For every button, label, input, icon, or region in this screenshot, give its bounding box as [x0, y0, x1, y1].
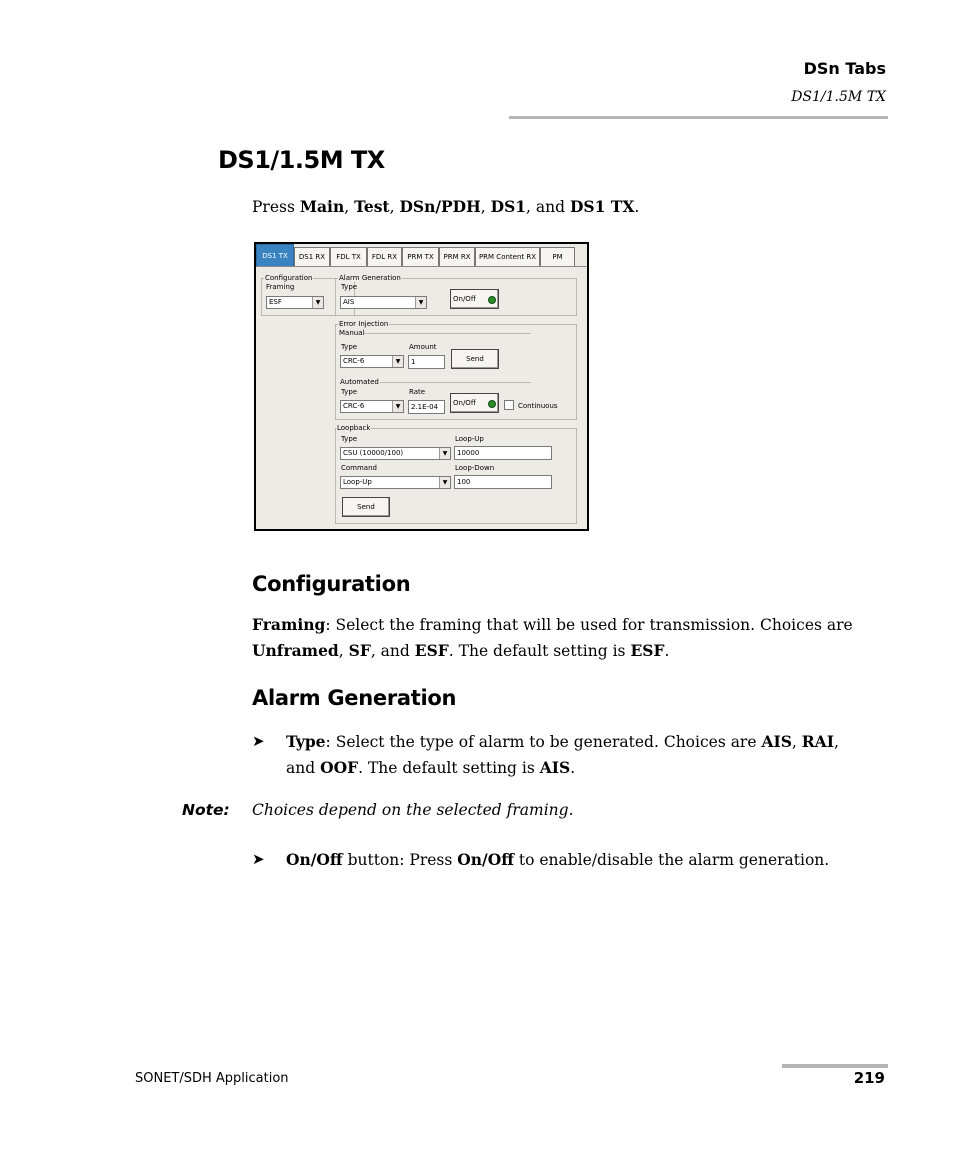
alarm-type-bullet-text: Type: Select the type of alarm to be generated. Choices are AIS, RAI, and OOF. The default setting is AIS. — [286, 732, 839, 777]
loopback-send-button[interactable]: Send — [342, 497, 390, 517]
tab-bar — [256, 244, 587, 267]
auto-type-select[interactable] — [340, 400, 404, 413]
amount-label: Amount — [409, 343, 437, 351]
automated-label: Automated — [340, 378, 379, 386]
auto-type-value: CRC-6 — [343, 402, 365, 410]
chevron-down-icon: ▼ — [439, 477, 450, 488]
tab-ds1-rx[interactable]: DS1 RX — [294, 247, 330, 266]
continuous-label: Continuous — [518, 402, 558, 410]
alarm-generation-group-label: Alarm Generation — [339, 274, 401, 282]
command-select[interactable] — [340, 476, 451, 489]
framing-value: ESF — [269, 298, 282, 306]
configuration-group-label: Configuration — [265, 274, 313, 282]
note-text: Choices depend on the selected framing. — [252, 801, 574, 819]
onoff-bullet-text: On/Off button: Press On/Off to enable/disable the alarm generation. — [286, 850, 830, 869]
running-header-section: DSn Tabs — [803, 59, 886, 78]
alarm-type-label: Type — [341, 283, 358, 291]
error-injection-group-label: Error Injection — [339, 320, 389, 328]
auto-type-label: Type — [341, 388, 358, 396]
tab-prm-rx[interactable]: PRM RX — [439, 247, 475, 266]
manual-type-value: CRC-6 — [343, 357, 365, 365]
loopup-label: Loop-Up — [455, 435, 484, 443]
loopback-type-label: Type — [341, 435, 358, 443]
manual-separator — [364, 333, 531, 334]
alarm-type-select[interactable] — [340, 296, 427, 309]
loopback-group-label: Loopback — [337, 424, 371, 432]
page-title: DS1/1.5M TX — [218, 146, 385, 174]
tab-prm-content-rx[interactable]: PRM Content RX — [475, 247, 540, 266]
tab-fdl-rx[interactable]: FDL RX — [367, 247, 402, 266]
loopdown-input[interactable]: 100 — [454, 475, 552, 489]
chevron-down-icon: ▼ — [415, 297, 426, 308]
framing-label: Framing — [266, 283, 295, 291]
chevron-down-icon: ▼ — [392, 401, 403, 412]
alarm-generation-heading: Alarm Generation — [252, 686, 457, 710]
manual-type-select[interactable] — [340, 355, 404, 368]
tab-bar-line — [256, 266, 587, 267]
ds1-tx-screenshot — [254, 242, 589, 531]
rate-input[interactable]: 2.1E-04 — [408, 400, 445, 414]
framing-select[interactable] — [266, 296, 324, 309]
footer-document-title: SONET/SDH Application — [135, 1071, 289, 1086]
command-value: Loop-Up — [343, 478, 372, 486]
tab-pm[interactable]: PM — [540, 247, 575, 266]
header-rule — [509, 116, 888, 119]
led-indicator-icon — [488, 400, 496, 408]
manual-type-label: Type — [341, 343, 358, 351]
loopback-type-select[interactable] — [340, 447, 451, 460]
command-label: Command — [341, 464, 377, 472]
manual-send-button[interactable]: Send — [451, 349, 499, 369]
chevron-down-icon: ▼ — [312, 297, 323, 308]
page-number: 219 — [853, 1069, 885, 1087]
tab-ds1-tx[interactable]: DS1 TX — [256, 244, 294, 267]
continuous-checkbox[interactable] — [504, 400, 514, 410]
loopback-type-value: CSU (10000/100) — [343, 449, 404, 457]
chevron-down-icon: ▼ — [392, 356, 403, 367]
chevron-down-icon: ▼ — [439, 448, 450, 459]
loopup-input[interactable]: 10000 — [454, 446, 552, 460]
note-label: Note: — [182, 801, 230, 819]
running-header-subsection: DS1/1.5M TX — [791, 89, 886, 105]
tab-fdl-tx[interactable]: FDL TX — [330, 247, 367, 266]
bullet-arrow-icon: ➤ — [252, 732, 265, 750]
alarm-type-value: AIS — [343, 298, 355, 306]
tab-prm-tx[interactable]: PRM TX — [402, 247, 439, 266]
configuration-paragraph: Framing: Select the framing that will be used for transmission. Choices are Unframed, SF, and ESF. The default setting is ESF. — [252, 615, 853, 660]
footer-rule — [782, 1064, 888, 1068]
manual-label: Manual — [339, 329, 365, 337]
intro-paragraph: Press Main, Test, DSn/PDH, DS1, and DS1 TX. — [252, 197, 640, 216]
automated-separator — [380, 382, 531, 383]
configuration-heading: Configuration — [252, 572, 411, 596]
amount-input[interactable]: 1 — [408, 355, 445, 369]
led-indicator-icon — [488, 296, 496, 304]
error-onoff-button[interactable]: On/Off — [450, 393, 499, 413]
bullet-arrow-icon: ➤ — [252, 850, 265, 868]
rate-label: Rate — [409, 388, 426, 396]
alarm-onoff-button[interactable]: On/Off — [450, 289, 499, 309]
loopdown-label: Loop-Down — [455, 464, 495, 472]
